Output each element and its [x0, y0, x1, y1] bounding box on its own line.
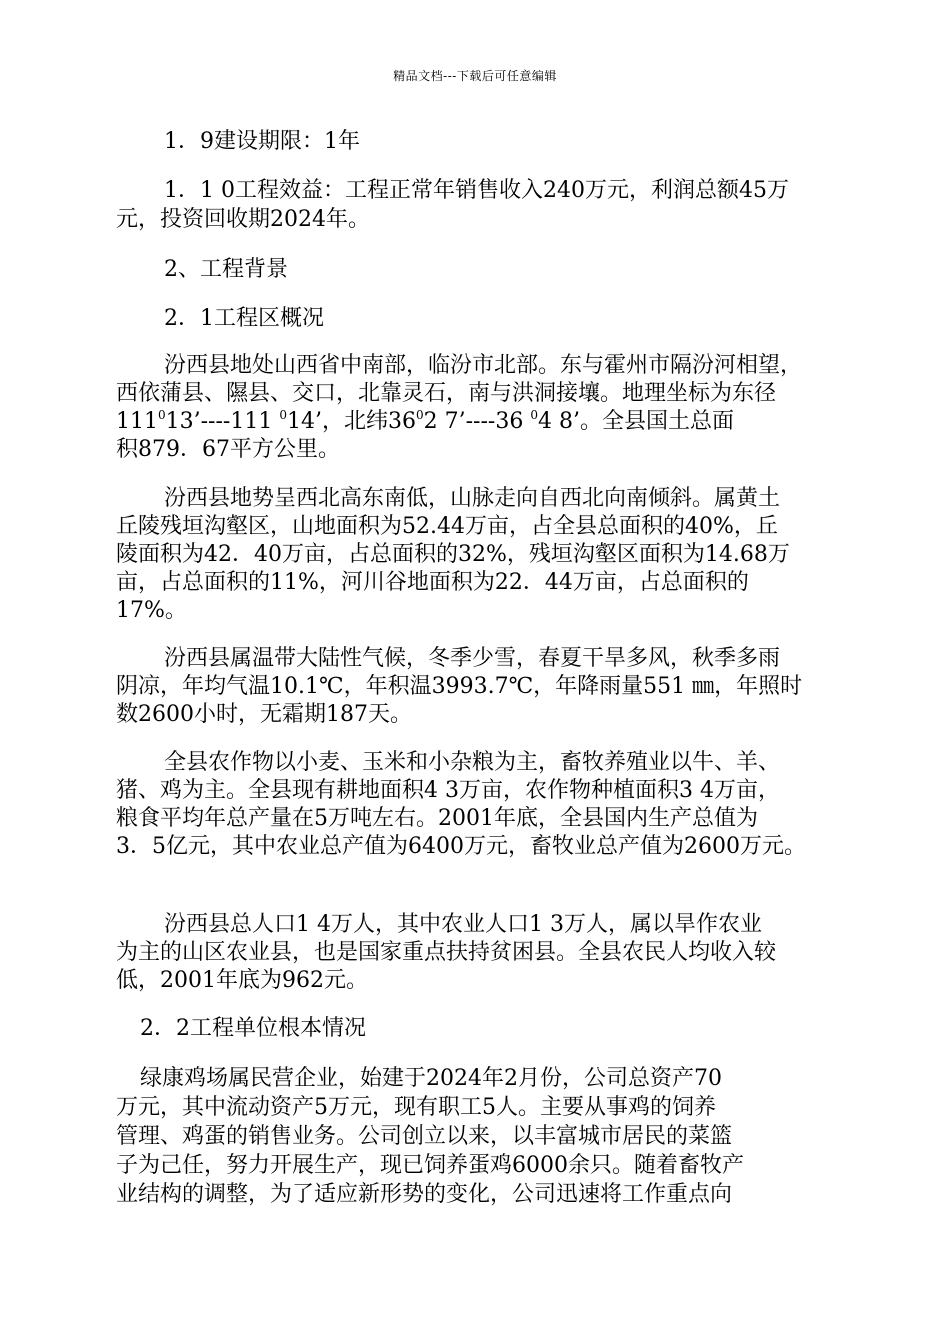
- paragraph-line: 全县农作物以小麦、玉米和小杂粮为主，畜牧养殖业以牛、羊、: [164, 750, 781, 775]
- paragraph-line: 阴凉，年均气温10.1℃，年积温3993.7℃，年降雨量551 ㎜，年照时: [116, 674, 803, 699]
- coord-text: 13’----111: [165, 409, 280, 434]
- paragraph-line: 绿康鸡场属民营企业，始建于2024年2月份，公司总资产70: [140, 1066, 722, 1091]
- section-heading-2: 2、工程背景: [164, 257, 288, 282]
- coordinate-line: [116, 407, 734, 437]
- coord-text: 4 8’。全县国土总面: [537, 409, 734, 434]
- paragraph-line: 陵面积为42．40万亩，占总面积的32%，残垣沟壑区面积为14.68万: [116, 542, 790, 567]
- degree-sup: 0: [279, 408, 287, 422]
- paragraph-line: 汾西县地势呈西北高东南低，山脉走向自西北向南倾斜。属黄土: [164, 486, 781, 511]
- coord-text: 14’，北纬36: [287, 409, 416, 434]
- paragraph-line: 汾西县地处山西省中南部，临汾市北部。东与霍州市隔汾河相望，: [164, 353, 803, 378]
- page-header: 精品文档---下载后可任意编辑: [393, 69, 557, 83]
- paragraph-line: 亩，占总面积的11%，河川谷地面积为22．44万亩，占总面积的: [116, 570, 749, 595]
- paragraph-line: 数2600小时，无霜期187天。: [116, 702, 412, 727]
- paragraph-line: 业结构的调整，为了适应新形势的变化，公司迅速将工作重点向: [116, 1182, 733, 1207]
- section-heading-2-1: 2．1工程区概况: [164, 306, 324, 331]
- paragraph-line: 万元，其中流动资产5万元，现有职工5人。主要从事鸡的饲养: [116, 1095, 716, 1120]
- paragraph-line: 西依蒲县、隰县、交口，北靠灵石，南与洪洞接壤。地理坐标为东径: [116, 381, 777, 406]
- paragraph-line: 粮食平均年总产量在5万吨左右。2001年底，全县国内生产总值为: [116, 806, 758, 831]
- paragraph-line: 子为己任，努力开展生产，现已饲养蛋鸡6000余只。随着畜牧产: [116, 1153, 744, 1178]
- degree-sup: 0: [415, 408, 424, 422]
- paragraph-line: 丘陵残垣沟壑区，山地面积为52.44万亩，占全县总面积的40%，丘: [116, 514, 778, 539]
- paragraph-line: 管理、鸡蛋的销售业务。公司创立以来，以丰富城市居民的菜篮: [116, 1124, 733, 1149]
- section-heading-2-2: 2．2工程单位根本情况: [140, 1016, 366, 1041]
- paragraph-line: 低，2001年底为962元。: [116, 968, 368, 993]
- coord-text: 2 7’----36: [423, 409, 531, 434]
- paragraph-line: 3．5亿元，其中农业总产值为6400万元，畜牧业总产值为2600万元。: [116, 834, 806, 859]
- paragraph-line: 元，投资回收期2024年。: [116, 207, 370, 232]
- paragraph-line: 汾西县总人口1 4万人，其中农业人口1 3万人，属以旱作农业: [164, 912, 762, 937]
- paragraph-line: 猪、鸡为主。全县现有耕地面积4 3万亩，农作物种植面积3 4万亩，: [116, 778, 780, 803]
- paragraph-line: 17%。: [116, 598, 187, 623]
- section-1-9: 1．9建设期限：1年: [164, 129, 360, 154]
- paragraph-line: 为主的山区农业县，也是国家重点扶持贫困县。全县农民人均收入较: [116, 940, 777, 965]
- degree-sup: 0: [530, 408, 538, 422]
- paragraph-line: 汾西县属温带大陆性气候，冬季少雪，春夏干旱多风，秋季多雨: [164, 646, 781, 671]
- paragraph-line: 积879．67平方公里。: [116, 437, 340, 462]
- coord-text: 111: [116, 409, 158, 434]
- paragraph-line: 1．1 0工程效益：工程正常年销售收入240万元，利润总额45万: [164, 178, 789, 203]
- degree-sup: 0: [158, 408, 166, 422]
